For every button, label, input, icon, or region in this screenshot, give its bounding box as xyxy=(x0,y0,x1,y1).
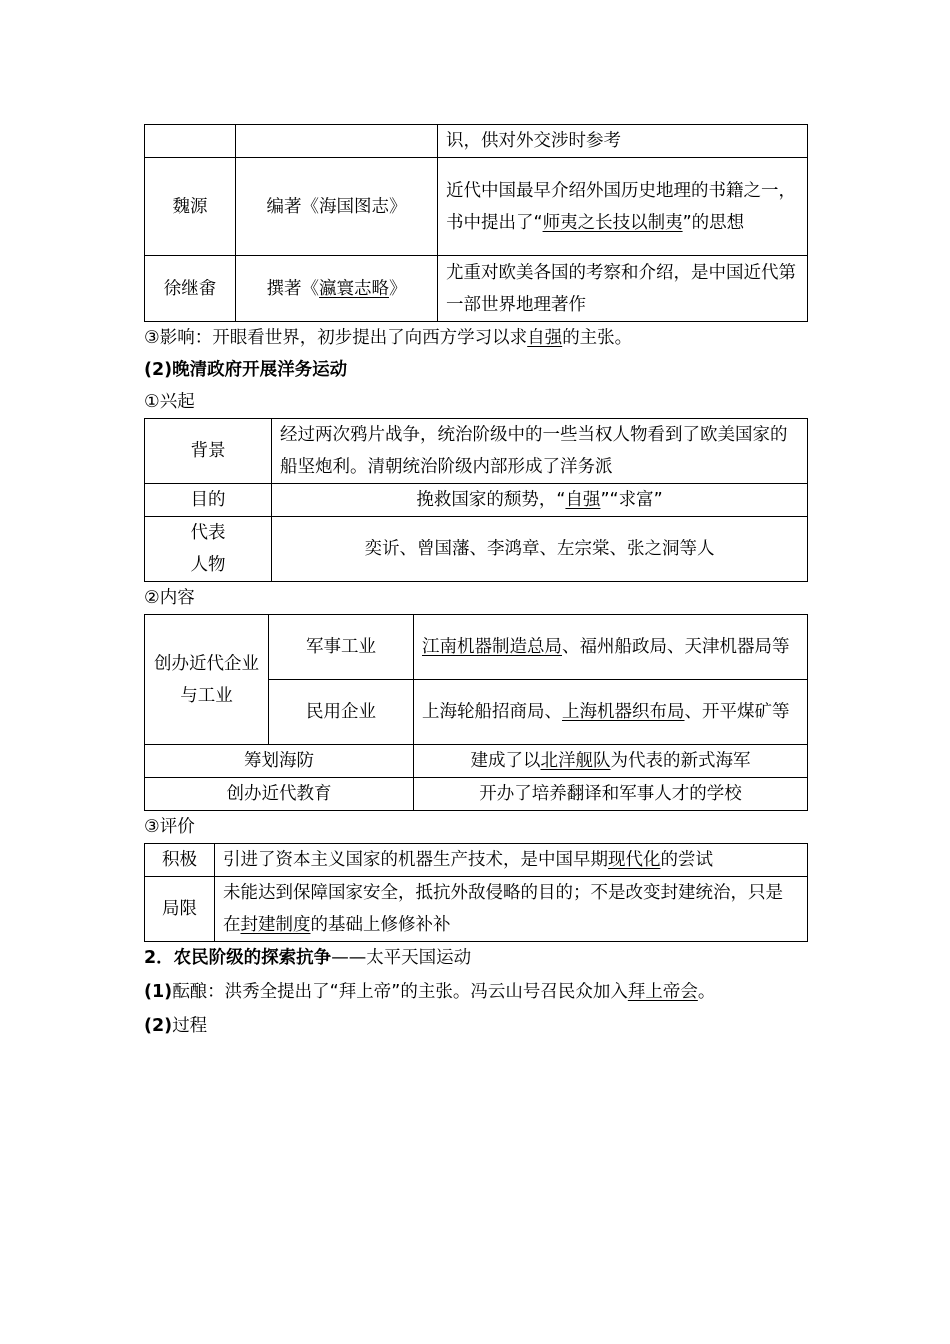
text: 过程 xyxy=(172,1016,208,1036)
cell-value: 奕䜣、曾国藩、李鸿章、左宗棠、张之洞等人 xyxy=(272,517,808,582)
cell-value: 经过两次鸦片战争，统治阶级中的一些当权人物看到了欧美国家的船坚炮利。清朝统治阶级内部形成了洋务派 xyxy=(272,419,808,484)
table-row xyxy=(145,256,808,322)
cell-label: 创办近代教育 xyxy=(145,778,414,811)
underlined-key-term: 江南机器制造总局 xyxy=(422,637,562,657)
underlined-key-term: 拜上帝会 xyxy=(627,982,698,1002)
underlined-key-term: 现代化 xyxy=(608,850,661,870)
underlined-key-term: 北洋舰队 xyxy=(540,751,611,771)
text: 挽救国家的颓势，“ xyxy=(416,490,566,510)
cell-desc xyxy=(438,158,808,256)
table-row xyxy=(145,844,808,877)
cell-desc: 识，供对外交涉时参考 xyxy=(438,125,808,158)
text: 为代表的新式海军 xyxy=(610,751,751,771)
text: ”的思想 xyxy=(682,212,745,233)
text: 的主张。 xyxy=(562,328,633,348)
table-rise xyxy=(144,418,808,582)
cell-desc: 尤重对欧美各国的考察和介绍，是中国近代第一部世界地理著作 xyxy=(438,256,808,322)
table-row xyxy=(145,125,808,158)
cell-label: 积极 xyxy=(145,844,215,877)
text: 引进了资本主义国家的机器生产技术，是中国早期 xyxy=(223,850,608,870)
underlined-key-term: 瀛寰志略 xyxy=(319,278,389,299)
underlined-key-term: 上海机器织布局 xyxy=(562,702,685,722)
table-row xyxy=(145,484,808,517)
table-row xyxy=(145,745,808,778)
cell-value xyxy=(272,484,808,517)
cell-person: 魏源 xyxy=(145,158,236,256)
table-row xyxy=(145,517,808,582)
table-row xyxy=(145,778,808,811)
text: 2．农民阶级的探索抗争 xyxy=(144,948,332,968)
text: 未能达到保障国家安全，抵抗外敌侵略的目的；不是改变封建统治，只是在 xyxy=(223,883,783,935)
cell-label: 目的 xyxy=(145,484,272,517)
cell-value xyxy=(414,745,808,778)
text: 上海轮船招商局、 xyxy=(422,702,562,722)
cell-person: 徐继畬 xyxy=(145,256,236,322)
cell-person xyxy=(145,125,236,158)
text: 的基础上修修补补 xyxy=(310,915,451,935)
underlined-key-term: 师夷之长技以制夷 xyxy=(542,212,683,233)
cell-label: 军事工业 xyxy=(269,615,414,680)
cell-group: 创办近代企业与工业 xyxy=(145,615,269,745)
underlined-key-term: 封建制度 xyxy=(240,915,311,935)
cell-work xyxy=(236,125,438,158)
cell-value xyxy=(215,844,808,877)
paragraph-brewing xyxy=(144,974,807,1010)
table-row xyxy=(145,615,808,680)
table-row xyxy=(145,158,808,256)
text: 酝酿：洪秀全提出了“拜上帝”的主张。冯云山号召民众加入 xyxy=(172,982,628,1002)
text: ”“求富” xyxy=(600,490,663,510)
cell-value xyxy=(215,877,808,942)
cell-label: 筹划海防 xyxy=(145,745,414,778)
text: 代表 xyxy=(190,523,226,543)
heading-taiping xyxy=(144,942,807,974)
text: 建成了以 xyxy=(470,751,541,771)
table-row xyxy=(145,419,808,484)
cell-label xyxy=(145,517,272,582)
underlined-key-term: 自强 xyxy=(565,490,601,510)
text: 。 xyxy=(697,982,716,1002)
text: ——太平天国运动 xyxy=(331,948,472,968)
cell-work: 编著《海国图志》 xyxy=(236,158,438,256)
cell-value: 开办了培养翻译和军事人才的学校 xyxy=(414,778,808,811)
text: 近代中国最早介绍外国历史地理的书籍之一，书中提出了“ xyxy=(446,180,796,233)
cell-label: 局限 xyxy=(145,877,215,942)
cell-value xyxy=(414,680,808,745)
cell-label: 背景 xyxy=(145,419,272,484)
heading-evaluation: ③评价 xyxy=(144,817,195,837)
table-pioneers xyxy=(144,124,808,322)
cell-label: 民用企业 xyxy=(269,680,414,745)
cell-work xyxy=(236,256,438,322)
cell-value xyxy=(414,615,808,680)
text: ③影响：开眼看世界，初步提出了向西方学习以求 xyxy=(144,328,528,348)
underlined-key-term: 自强 xyxy=(527,328,563,348)
text: 的尝试 xyxy=(660,850,713,870)
text: 、福州船政局、天津机器局等 xyxy=(562,637,790,657)
table-row xyxy=(145,877,808,942)
heading-content: ②内容 xyxy=(144,588,195,608)
text: 撰著《 xyxy=(266,278,319,299)
document-page xyxy=(144,124,807,1042)
heading-process xyxy=(144,1010,807,1042)
text: 人物 xyxy=(190,555,226,575)
heading-rise: ①兴起 xyxy=(144,392,195,412)
heading-yangwu: (2)晚清政府开展洋务运动 xyxy=(144,360,348,380)
text: 、开平煤矿等 xyxy=(684,702,790,722)
text: 》 xyxy=(389,278,407,299)
text: (2) xyxy=(144,1016,173,1036)
table-content xyxy=(144,614,808,811)
table-evaluation xyxy=(144,843,808,942)
text: (1) xyxy=(144,982,173,1002)
paragraph-influence xyxy=(144,322,807,354)
